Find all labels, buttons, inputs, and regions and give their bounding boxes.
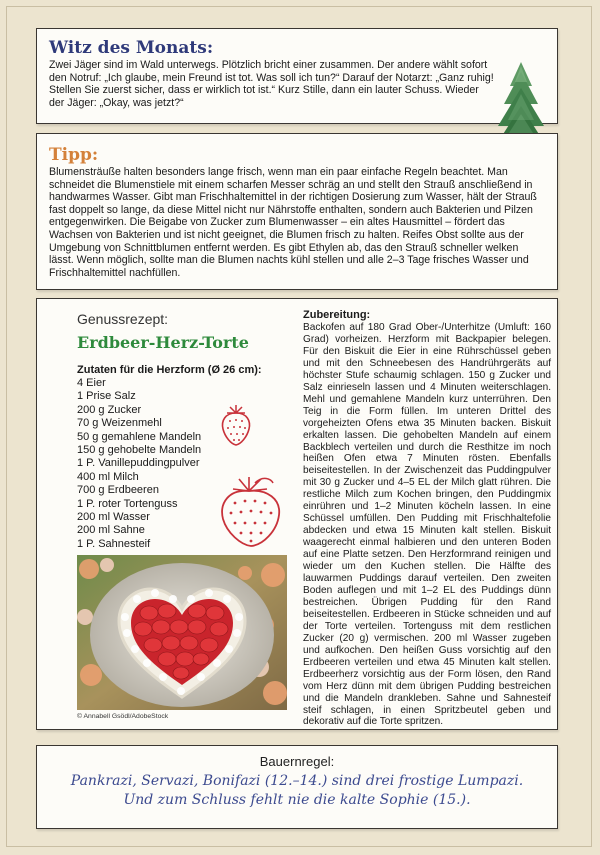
strawberry-large-icon (215, 475, 285, 549)
tip-title: Tipp: (49, 145, 99, 165)
recipe-label: Genussrezept: (77, 311, 169, 327)
recipe-panel (36, 298, 558, 730)
ingredient-item: 200 g Zucker (77, 403, 142, 416)
preparation-text: Backofen auf 180 Grad Ober-/Unterhitze (Umluft: 160 Grad) vorheizen. Herzform mit Backpapier belegen. Für den Biskuit die Eier in eine Rührschüssel geben und mit den Schneebesen des Handrührgeräts auf höchster Stufe schaumig schlagen. 150 g Zucker und Salz einrieseln lassen und 4 Minuten weiterschlagen. Mehl und gemahlene Mandeln kurz unterrühren. Den Teig in die Form füllen. Im unteren Drittel des vorgeheizten Ofens etwa 35 Minuten backen. Biskuit erkalten lassen. Die gehobelten Mandeln auf einem Backblech verteilen und durch die Resthitze im noch heißen Ofen etwa 7 Minuten rösten. Ebenfalls beiseitestellen. In der Zwischenzeit das Puddingpulver mit 30 g Zucker und 4–5 EL der Milch glatt rühren. Die restliche Milch zum Kochen bringen, den Puddingmix einrühren und 1–2 Minuten köcheln lassen. In eine Schüssel umfüllen. Den Pudding mit Frischhaltefolie abdecken und etwa 15 Minuten kalt stellen. Biskuit waagerecht einmal halbieren und den unteren Boden auf eine Platte setzen. Den Herzformrand reinigen und wieder um den Kuchen stellen. Die Hälfte des lauwarmen Puddings darauf verteilen. Den zweiten Boden auflegen und mit 1–2 EL des Puddings dünn bestreichen. Übrigen Pudding für den Rand beiseitestellen. Erdbeeren in Stücke schneiden und auf der Torte verteilen. Tortenguss mit dem restlichen Zucker (20 g) vermischen. 200 ml Wasser zugeben und aufkochen. Den heißen Guss vorsichtig auf den Erdbeeren verteilen und etwa 45 Minuten kalt stellen. Erdbeerherz vorsichtig aus der Form lösen, den Rand vom Herz dünn mit dem übrigen Pudding bestreichen und die Mandeln drankleben. Sahne und Sahnesteif steif schlagen, in einen Spritzbeutel geben und dekorativ auf die Torte spritzen. (303, 322, 551, 728)
ingredient-item: 200 ml Wasser (77, 511, 150, 524)
ingredient-item: 400 ml Milch (77, 470, 139, 483)
ingredient-item: 4 Eier (77, 377, 106, 389)
farmer-rule-panel (36, 745, 558, 829)
ingredient-item: 1 Prise Salz (77, 390, 136, 403)
joke-panel (36, 28, 558, 124)
joke-title: Witz des Monats: (49, 38, 214, 58)
ingredient-item: 70 g Weizenmehl (77, 417, 162, 430)
ingredient-item: 1 P. Vanillepuddingpulver (77, 457, 200, 470)
preparation-title: Zubereitung: (303, 309, 371, 321)
joke-text: Zwei Jäger sind im Wald unterwegs. Plötzlich bricht einer zusammen. Der andere wählt sofort den Notruf: „Ich glaube, mein Freund ist tot. Was soll ich tun?“ Darauf der Notarzt: „Ganz ruhig! Stellen Sie zuerst sicher, dass er wirklich tot ist.“ Kurz Stille, dann ein lauter Schuss. Wieder der Jäger: „Okay, was jetzt?“ (49, 59, 494, 109)
recipe-preparation-column (303, 309, 551, 728)
strawberry-small-icon (219, 403, 253, 447)
farmer-rule-line-1: Pankrazi, Servazi, Bonifazi (12.–14.) sind drei frostige Lumpazi. (70, 773, 524, 789)
farmer-rule-label: Bauernregel: (259, 754, 335, 769)
tip-text: Blumensträuße halten besonders lange frisch, wenn man ein paar einfache Regeln beachtet. Man schneidet die Blumenstiele mit einem scharfen Messer schräg an und stellt den Strauß anschließend in handwarmes Wasser. Gibt man Frischhaltemittel in der richtigen Dosierung zum Wasser, hält der Strauß fast doppelt so lange, da diese Mittel nicht nur Nährstoffe enthalten, sondern auch Bakterien und Pilzen entgegenwirken. Die Beigabe von Zucker zum Blumenwasser – ein altes Hausmittel – fördert das Wachsen von Bakterien und ist nicht geeignet, die Blumen frisch zu halten. Reifes Obst sollte aus der Umgebung von Schnittblumen entfernt werden. Es gibt Ethylen ab, das den Strauß schneller welken lässt. Wenn möglich, sollte man die Blumen nachts kühl stellen und alle 2–3 Tage frisches Wasser und Frischhaltemittel nachfüllen. (49, 166, 537, 279)
ingredient-item: 1 P. roter Tortenguss (77, 497, 178, 510)
ingredient-item: 50 g gemahlene Mandeln (77, 430, 202, 443)
ingredient-item: 200 ml Sahne (77, 524, 145, 537)
farmer-rule-line-2: Und zum Schluss fehlt nie die kalte Sophie (15.). (123, 792, 471, 808)
ingredient-item: 150 g gehobelte Mandeln (77, 444, 202, 457)
photo-credit: © Annabell Gsödl/AdobeStock (77, 713, 169, 720)
ingredient-item: 1 P. Sahnesteif (77, 537, 151, 550)
recipe-title: Erdbeer-Herz-Torte (77, 333, 249, 352)
ingredient-item: 700 g Erdbeeren (77, 484, 159, 497)
tip-panel (36, 133, 558, 290)
strawberry-heart-cake-photo (77, 555, 287, 710)
ingredients-title: Zutaten für die Herzform (Ø 26 cm): (77, 364, 262, 376)
